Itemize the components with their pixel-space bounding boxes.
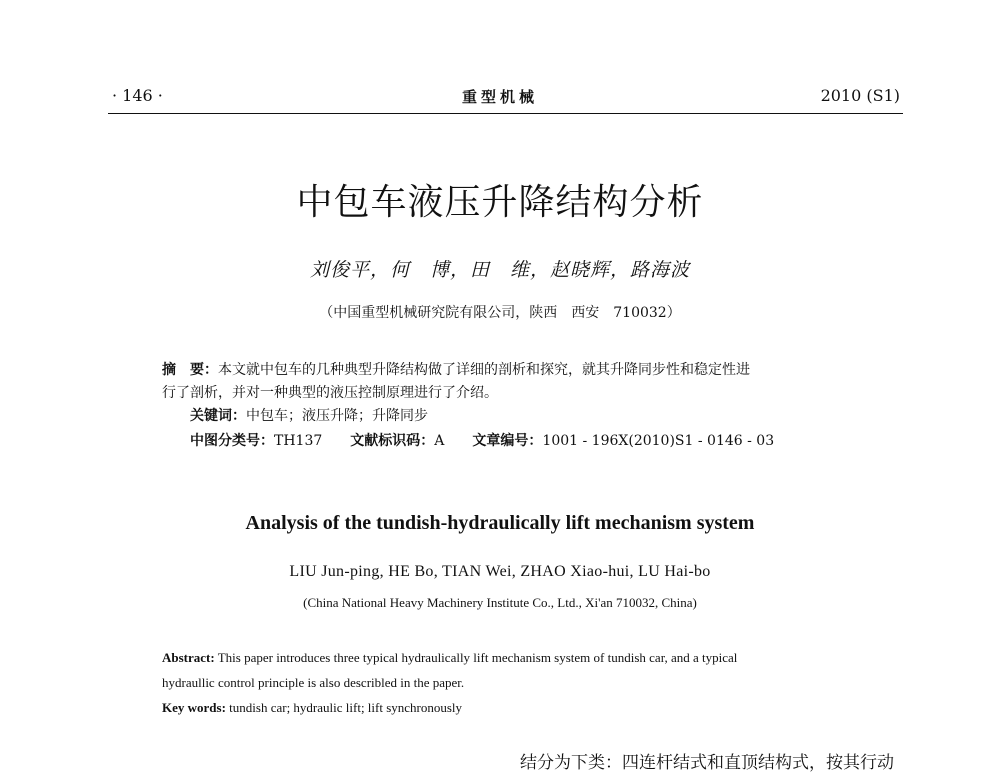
english-keywords-label: Key words:	[162, 700, 226, 715]
chinese-abstract-label: 摘 要：	[162, 362, 218, 378]
chinese-keywords	[190, 405, 428, 427]
chinese-affiliation: （中国重型机械研究院有限公司，陕西 西安 710032）	[319, 305, 681, 321]
issue-label: 2010 (S1)	[820, 86, 900, 105]
chinese-keywords-text: 中包车；液压升降；升降同步	[246, 408, 428, 424]
chinese-abstract-line: 行了剖析，并对一种典型的液压控制原理进行了介绍。	[162, 385, 498, 401]
article-no-label: 文章编号：	[472, 433, 543, 449]
chinese-keywords-label: 关键词：	[190, 408, 246, 424]
clc-label: 中图分类号：	[190, 433, 274, 449]
english-abstract-label: Abstract:	[162, 650, 215, 665]
header-divider	[108, 113, 903, 114]
body-text-fragment: 结分为下类：四连杆结式和直顶结构式，按其行动	[520, 753, 894, 773]
clc-value: TH137	[274, 433, 323, 449]
doc-code-label: 文献标识码：	[350, 433, 435, 449]
english-keywords-text: tundish car; hydraulic lift; lift synchronously	[225, 700, 463, 715]
english-abstract-text: This paper introduces three typical hydraulically lift mechanism system of tundish car, and a typical	[214, 650, 738, 665]
english-authors: LIU Jun-ping, HE Bo, TIAN Wei, ZHAO Xiao-hui, LU Hai-bo	[289, 563, 711, 580]
chinese-authors: 刘俊平，何 博，田 维，赵晓辉，路海波	[309, 259, 690, 281]
chinese-abstract-text: 本文就中包车的几种典型升降结构做了详细的剖析和探究，就其升降同步性和稳定性进	[218, 362, 750, 378]
page-number: · 146 ·	[112, 86, 163, 105]
english-affiliation: (China National Heavy Machinery Institute Co., Ltd., Xi'an 710032, China)	[303, 595, 697, 610]
doc-code-value: A	[434, 433, 445, 449]
english-abstract-line: hydraullic control principle is also describled in the paper.	[162, 675, 465, 690]
english-keywords	[162, 698, 462, 718]
english-title: Analysis of the tundish-hydraulically lift mechanism system	[245, 512, 755, 534]
chinese-abstract-line	[162, 359, 750, 381]
classification-line	[190, 430, 774, 452]
article-no-value: 1001 - 196X(2010)S1 - 0146 - 03	[542, 433, 775, 449]
chinese-title: 中包车液压升降结构分析	[296, 182, 704, 223]
english-abstract-line	[162, 648, 737, 668]
journal-name: 重型机械	[461, 88, 538, 106]
